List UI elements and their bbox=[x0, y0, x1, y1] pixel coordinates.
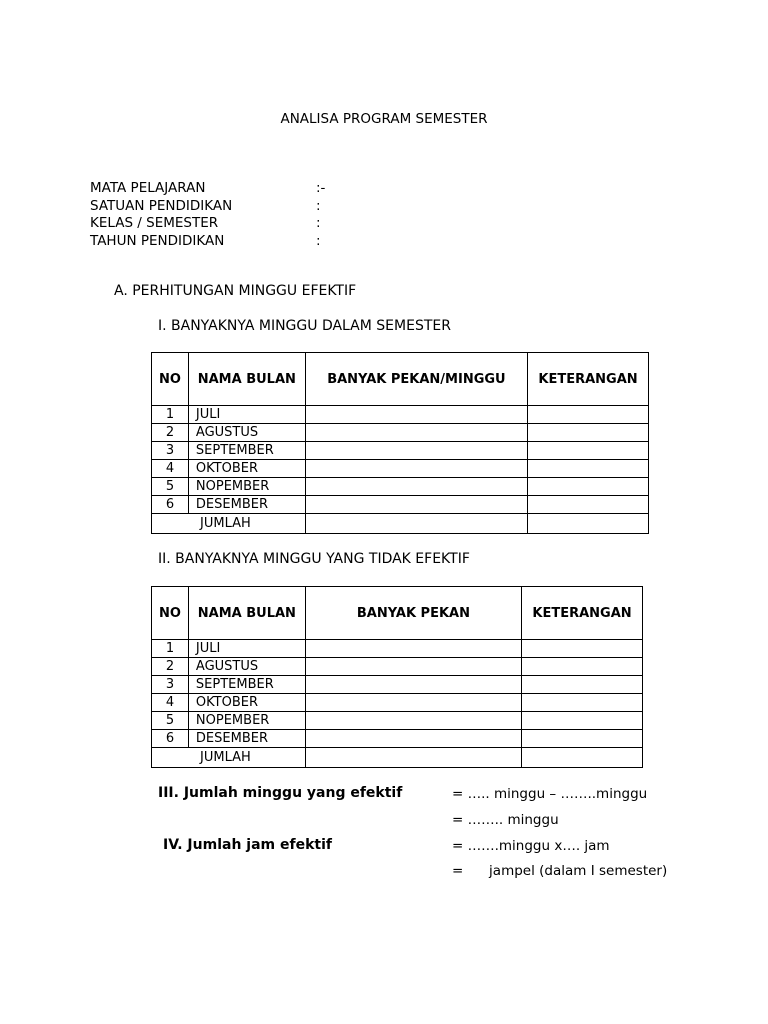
cell-month: AGUSTUS bbox=[188, 424, 305, 442]
page-title: ANALISA PROGRAM SEMESTER bbox=[280, 111, 488, 127]
cell-notes[interactable] bbox=[522, 658, 643, 676]
meta-label: MATA PELAJARAN bbox=[90, 180, 206, 196]
cell-weeks[interactable] bbox=[305, 478, 527, 496]
meta-label: TAHUN PENDIDIKAN bbox=[90, 232, 225, 249]
meta-row bbox=[90, 180, 325, 198]
cell-month: JULI bbox=[188, 640, 305, 658]
calc-iii-line1: = ….. minggu – ……..minggu bbox=[452, 786, 648, 802]
meta-value: : bbox=[316, 232, 321, 249]
meta-label: SATUAN PENDIDIKAN bbox=[90, 197, 233, 214]
table-row bbox=[152, 730, 643, 748]
col-header-notes: KETERANGAN bbox=[522, 587, 643, 640]
table-total-row bbox=[152, 514, 649, 534]
col-header-weeks: BANYAK PEKAN/MINGGU bbox=[305, 353, 527, 406]
table-row bbox=[152, 694, 643, 712]
cell-month: NOPEMBER bbox=[188, 478, 305, 496]
meta-row bbox=[90, 233, 325, 251]
section-a-heading: A. PERHITUNGAN MINGGU EFEKTIF bbox=[114, 283, 357, 299]
cell-month: AGUSTUS bbox=[188, 658, 305, 676]
cell-month: JULI bbox=[188, 406, 305, 424]
calc-iv-label: IV. Jumlah jam efektif bbox=[163, 837, 332, 853]
calc-iii-line2: = …….. minggu bbox=[452, 812, 559, 828]
cell-no: 3 bbox=[152, 676, 189, 694]
cell-month: NOPEMBER bbox=[188, 712, 305, 730]
cell-weeks[interactable] bbox=[305, 442, 527, 460]
cell-notes[interactable] bbox=[528, 424, 649, 442]
cell-no: 5 bbox=[152, 478, 189, 496]
table2-heading: II. BANYAKNYA MINGGU YANG TIDAK EFEKTIF bbox=[158, 551, 470, 567]
table-row bbox=[152, 442, 649, 460]
cell-no: 5 bbox=[152, 712, 189, 730]
table1-heading: I. BANYAKNYA MINGGU DALAM SEMESTER bbox=[158, 318, 451, 334]
table-row bbox=[152, 712, 643, 730]
table-row bbox=[152, 640, 643, 658]
meta-value: : bbox=[316, 215, 321, 231]
col-header-notes: KETERANGAN bbox=[528, 353, 649, 406]
cell-weeks[interactable] bbox=[305, 676, 521, 694]
table-total-row bbox=[152, 748, 643, 768]
meta-value: : bbox=[316, 197, 321, 214]
cell-weeks[interactable] bbox=[305, 730, 521, 748]
cell-weeks[interactable] bbox=[305, 658, 521, 676]
cell-total-weeks[interactable] bbox=[305, 514, 527, 534]
table-header-row bbox=[152, 353, 649, 406]
cell-total-weeks[interactable] bbox=[305, 748, 521, 768]
cell-total-label: JUMLAH bbox=[152, 748, 306, 768]
col-header-no: NO bbox=[152, 587, 189, 640]
col-header-month: NAMA BULAN bbox=[188, 353, 305, 406]
table-row bbox=[152, 424, 649, 442]
cell-notes[interactable] bbox=[528, 460, 649, 478]
col-header-no: NO bbox=[152, 353, 189, 406]
table-row bbox=[152, 676, 643, 694]
cell-no: 1 bbox=[152, 406, 189, 424]
cell-total-label: JUMLAH bbox=[152, 514, 306, 534]
cell-notes[interactable] bbox=[522, 694, 643, 712]
cell-notes[interactable] bbox=[528, 478, 649, 496]
cell-weeks[interactable] bbox=[305, 460, 527, 478]
cell-no: 2 bbox=[152, 424, 189, 442]
cell-weeks[interactable] bbox=[305, 424, 527, 442]
cell-no: 6 bbox=[152, 496, 189, 514]
cell-notes[interactable] bbox=[528, 406, 649, 424]
meta-block bbox=[90, 180, 325, 250]
cell-weeks[interactable] bbox=[305, 640, 521, 658]
cell-no: 4 bbox=[152, 460, 189, 478]
cell-weeks[interactable] bbox=[305, 712, 521, 730]
cell-notes[interactable] bbox=[522, 640, 643, 658]
cell-no: 4 bbox=[152, 694, 189, 712]
cell-month: DESEMBER bbox=[188, 730, 305, 748]
meta-value: :- bbox=[316, 180, 326, 196]
col-header-weeks: BANYAK PEKAN bbox=[305, 587, 521, 640]
cell-notes[interactable] bbox=[528, 442, 649, 460]
meta-label: KELAS / SEMESTER bbox=[90, 215, 219, 231]
table-row bbox=[152, 406, 649, 424]
table-row bbox=[152, 460, 649, 478]
table-row bbox=[152, 478, 649, 496]
meta-row bbox=[90, 215, 325, 233]
cell-notes[interactable] bbox=[522, 712, 643, 730]
cell-weeks[interactable] bbox=[305, 406, 527, 424]
meta-row bbox=[90, 198, 325, 216]
table-weeks-in-semester bbox=[151, 352, 649, 534]
cell-notes[interactable] bbox=[528, 496, 649, 514]
cell-month: OKTOBER bbox=[188, 460, 305, 478]
table-non-effective-weeks bbox=[151, 586, 643, 768]
cell-month: SEPTEMBER bbox=[188, 676, 305, 694]
cell-month: DESEMBER bbox=[188, 496, 305, 514]
calc-iii-label: III. Jumlah minggu yang efektif bbox=[158, 785, 403, 801]
cell-total-notes[interactable] bbox=[522, 748, 643, 768]
cell-weeks[interactable] bbox=[305, 496, 527, 514]
cell-notes[interactable] bbox=[522, 676, 643, 694]
table-header-row bbox=[152, 587, 643, 640]
cell-month: SEPTEMBER bbox=[188, 442, 305, 460]
cell-no: 6 bbox=[152, 730, 189, 748]
col-header-month: NAMA BULAN bbox=[188, 587, 305, 640]
cell-total-notes[interactable] bbox=[528, 514, 649, 534]
table-row bbox=[152, 496, 649, 514]
table-row bbox=[152, 658, 643, 676]
cell-no: 1 bbox=[152, 640, 189, 658]
cell-no: 3 bbox=[152, 442, 189, 460]
cell-no: 2 bbox=[152, 658, 189, 676]
cell-month: OKTOBER bbox=[188, 694, 305, 712]
cell-weeks[interactable] bbox=[305, 694, 521, 712]
cell-notes[interactable] bbox=[522, 730, 643, 748]
calc-iv-line2: = jampel (dalam I semester) bbox=[452, 863, 668, 879]
calc-iv-line1: = …….minggu x…. jam bbox=[452, 838, 610, 854]
